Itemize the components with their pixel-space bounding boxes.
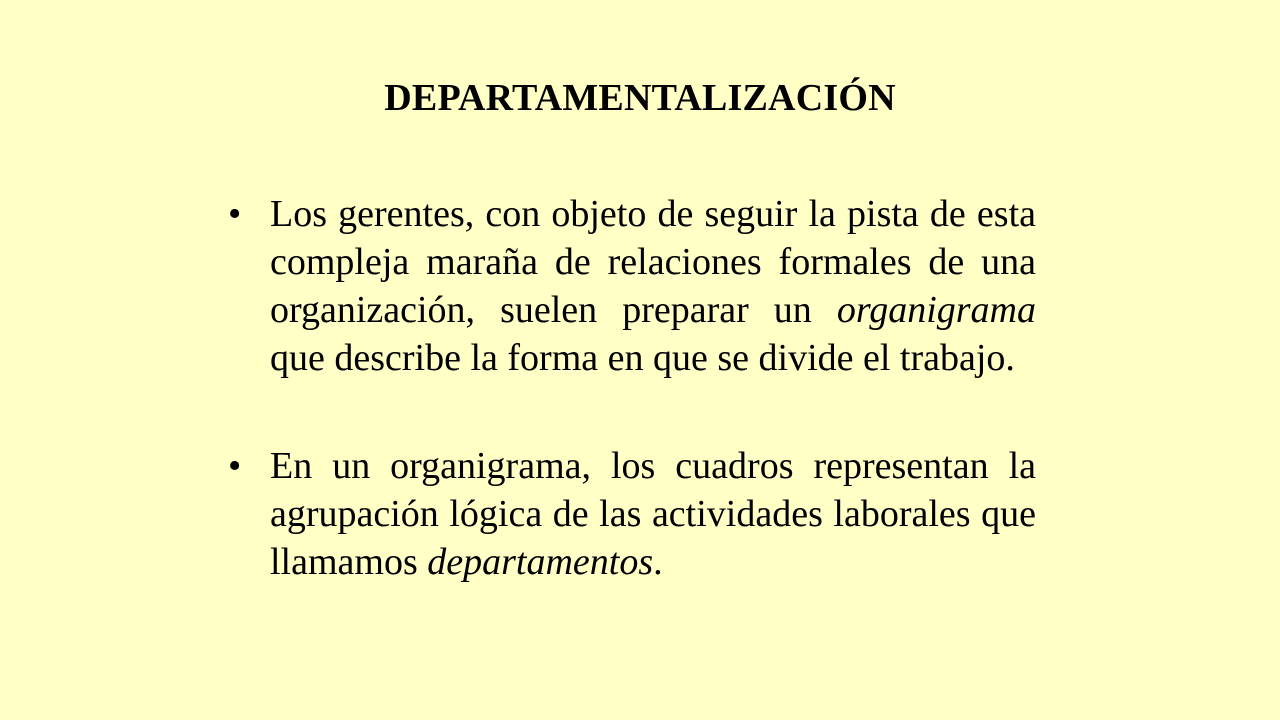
bullet-text-after: . (653, 541, 663, 583)
bullet-list (228, 190, 1036, 586)
bullet-emphasis: organigrama (836, 289, 1036, 331)
bullet-text-before: En un organigrama, los cuadros representan la agrupación lógica de las actividades laborales que llamamos (270, 445, 1036, 583)
bullet-text-after: que describe la forma en que se divide el trabajo. (270, 337, 1015, 379)
bullet-dot-icon: • (228, 193, 242, 235)
bullet-dot-icon: • (228, 445, 242, 487)
bullet-item (228, 190, 1036, 382)
slide-title: DEPARTAMENTALIZACIÓN (384, 77, 896, 119)
bullet-text-before: Los gerentes, con objeto de seguir la pista de esta compleja maraña de relaciones formales de una organización, suelen preparar un (270, 193, 1036, 331)
bullet-item (228, 442, 1036, 586)
bullet-emphasis: departamentos (427, 541, 654, 583)
